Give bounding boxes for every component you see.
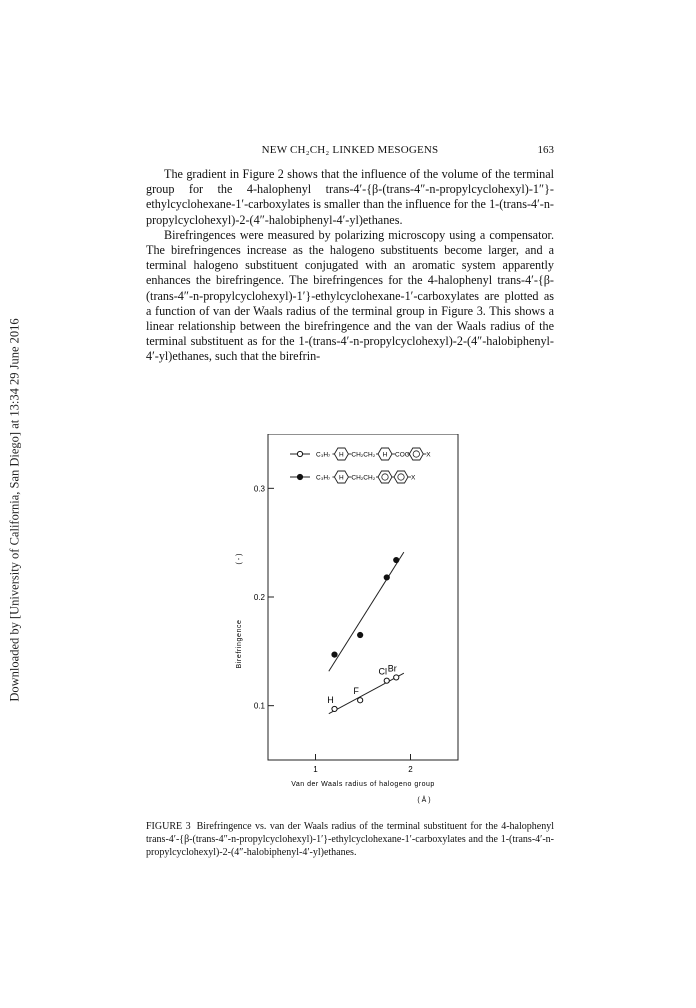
legend-marker <box>297 451 302 456</box>
point-label: Cl <box>378 666 387 677</box>
structure-group: C₃H₇ <box>316 474 331 482</box>
benzene-ring <box>394 471 408 483</box>
x-axis-label: Van der Waals radius of halogeno group <box>291 781 435 788</box>
axis-ticks <box>254 484 413 774</box>
x-axis-unit: ( Å ) <box>417 797 431 804</box>
running-header <box>146 144 554 160</box>
aromatic-circle <box>398 474 404 480</box>
series-open <box>327 663 404 713</box>
data-point <box>394 675 399 680</box>
data-point <box>332 652 337 657</box>
structure-group: COO <box>395 451 410 459</box>
data-point <box>384 678 389 683</box>
data-point <box>394 557 399 562</box>
point-label: Br <box>387 663 397 674</box>
data-point <box>384 575 389 580</box>
download-notice-text: Downloaded by [University of California, San Diego] at 13:34 29 June 2016 <box>7 318 22 702</box>
y-tick-label: 0.1 <box>253 701 265 711</box>
data-point <box>358 632 363 637</box>
structure-group: X <box>411 474 416 482</box>
y-tick-label: 0.3 <box>253 484 265 494</box>
x-tick-label: 1 <box>313 765 318 774</box>
legend-marker <box>297 474 302 479</box>
ring-label: H <box>339 451 344 459</box>
running-title: NEW CH₂CH₂ LINKED MESOGENS <box>261 144 439 156</box>
birefringence-chart <box>228 434 478 814</box>
legend-row-filled <box>290 471 416 483</box>
y-axis-unit: ( - ) <box>236 553 243 565</box>
paragraph: The gradient in Figure 2 shows that the influence of the volume of the terminal group for the 4-halophenyl trans-4′-{β-(trans-4″-n-propylcyclohexyl)-1″}-ethylcyclohexane-1′-carboxylates is smaller than the influence for the 1-(trans-4′-n-propylcyclohexyl)-2-(4″-halobiphenyl-4′-yl)ethanes. <box>146 167 554 227</box>
y-tick-label: 0.2 <box>253 593 265 602</box>
data-point <box>358 698 363 703</box>
data-point <box>332 706 337 711</box>
download-watermark <box>0 0 30 1008</box>
caption-text: Birefringence vs. van der Waals radius of the terminal substituent for the 4-halophenyl trans-4′-{β-(trans-4″-n-propylcyclohexyl)-1′}-ethylcyclohexane-1′-carboxylates and the 1-(trans-4′-n-propylcyclohexyl)-2-(4″-halobiphenyl-4′-yl)ethanes. <box>146 821 554 858</box>
structure-group: CH₂CH₂ <box>351 451 376 459</box>
structure-group: X <box>426 451 431 459</box>
ring-label: H <box>339 474 344 482</box>
structure-group: C₃H₇ <box>316 451 331 459</box>
benzene-ring <box>378 471 392 483</box>
legend-row-open <box>290 448 431 460</box>
y-axis-label: Birefringence <box>236 619 243 669</box>
caption-label: FIGURE 3 <box>146 821 191 832</box>
point-label: H <box>327 694 334 705</box>
series-layer <box>327 552 404 714</box>
point-label: F <box>353 686 359 697</box>
aromatic-circle <box>382 474 388 480</box>
body-text <box>146 167 554 365</box>
plot-frame <box>268 434 458 760</box>
structure-group: CH₂CH₂ <box>351 474 376 482</box>
benzene-ring <box>409 448 423 460</box>
page-number: 163 <box>537 144 554 156</box>
figure-3 <box>228 434 478 819</box>
paragraph: Birefringences were measured by polarizing microscopy using a compensator. The birefringences increase as the halogeno substituents become larger, and a terminal halogeno substituent conjugated with an aromatic system apparently enhances the birefringence. The birefringences for the 4-halophenyl trans-4′-{β-(trans-4″-n-propylcyclohexyl)-1′}-ethylcyclohexane-1′-carboxylates are plotted as a function of van der Waals radius of the terminal group in Figure 3. This shows a linear relationship between the birefringence and the van der Waals radius of the terminal substituent as for the 1-(trans-4′-n-propylcyclohexyl)-2-(4″-halobiphenyl-4′-yl)ethanes, such that the birefrin- <box>146 227 554 364</box>
figure-caption <box>146 820 554 859</box>
ring-label: H <box>382 451 388 459</box>
aromatic-circle <box>413 451 419 457</box>
fit-line <box>329 673 404 714</box>
legend <box>290 448 431 483</box>
x-tick-label: 2 <box>408 765 413 774</box>
